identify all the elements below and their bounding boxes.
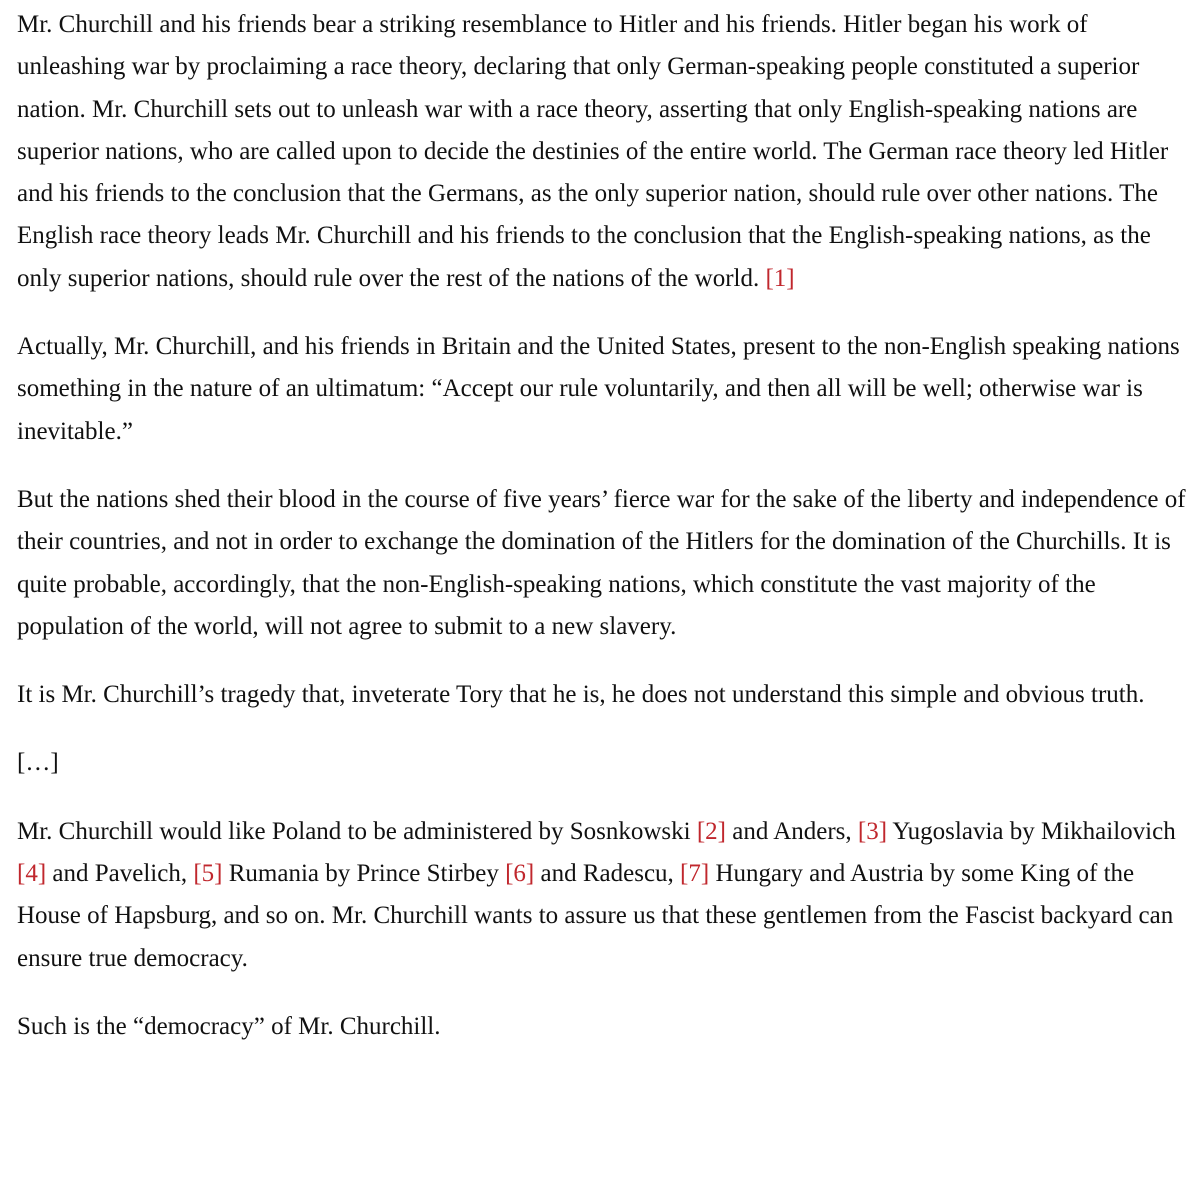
footnote-link-3[interactable]: [3]	[857, 817, 888, 845]
footnote-link-2[interactable]: [2]	[696, 817, 726, 845]
paragraph-6-text-2: and Anders,	[732, 817, 852, 845]
article-body	[17, 4, 1189, 1074]
footnote-link-6[interactable]: [6]	[505, 860, 535, 888]
paragraph-4: It is Mr. Churchill’s tragedy that, inveterate Tory that he is, he does not understand this simple and obvious truth.	[17, 681, 1145, 709]
paragraph-1-text: Mr. Churchill and his friends bear a striking resemblance to Hitler and his friends. Hitler began his work of unleashing war by proclaiming a race theory, declaring that only German-speaking people constituted a superior nation. Mr. Churchill sets out to unleash war with a race theory, asserting that only English-speaking nations are superior nations, who are called upon to decide the destinies of the entire world. The German race theory led Hitler and his friends to the conclusion that the Germans, as the only superior nation, should rule over other nations. The English race theory leads Mr. Churchill and his friends to the conclusion that the English-speaking nations, as the only superior nations, should rule over the rest of the nations of the world.	[17, 11, 1169, 292]
paragraph-6	[17, 811, 1189, 980]
paragraph-6-text-7: Hungary and Austria by some King of the House of Hapsburg, and so on. Mr. Churchill wants to assure us that these gentlemen from the Fascist backyard can ensure true democracy.	[17, 860, 1174, 972]
footnote-link-1[interactable]: [1]	[765, 264, 795, 292]
ellipsis-paragraph: […]	[17, 749, 59, 777]
paragraph-6-text-1: Mr. Churchill would like Poland to be administered by Sosnkowski	[17, 817, 691, 845]
paragraph-7: Such is the “democracy” of Mr. Churchill.	[17, 1012, 441, 1040]
paragraph-6-text-6: and Radescu,	[540, 860, 674, 888]
footnote-link-7[interactable]: [7]	[680, 860, 710, 888]
paragraph-6-text-3: Yugoslavia by Mikhailovich	[892, 817, 1176, 845]
paragraph-2: Actually, Mr. Churchill, and his friends in Britain and the United States, present to the non-English speaking nations something in the nature of an ultimatum: “Accept our rule voluntarily, and then all will be well; otherwise war is inevitable.”	[17, 333, 1180, 445]
paragraph-6-text-5: Rumania by Prince Stirbey	[228, 860, 499, 888]
paragraph-3: But the nations shed their blood in the course of five years’ fierce war for the sake of the liberty and independence of their countries, and not in order to exchange the domination of the Hitlers for the domination of the Churchills. It is quite probable, accordingly, that the non-English-speaking nations, which constitute the vast majority of the population of the world, will not agree to submit to a new slavery.	[17, 485, 1186, 640]
footnote-link-4[interactable]: [4]	[17, 860, 47, 888]
paragraph-1	[17, 4, 1189, 300]
footnote-link-5[interactable]: [5]	[193, 860, 223, 888]
paragraph-6-text-4: and Pavelich,	[52, 860, 188, 888]
